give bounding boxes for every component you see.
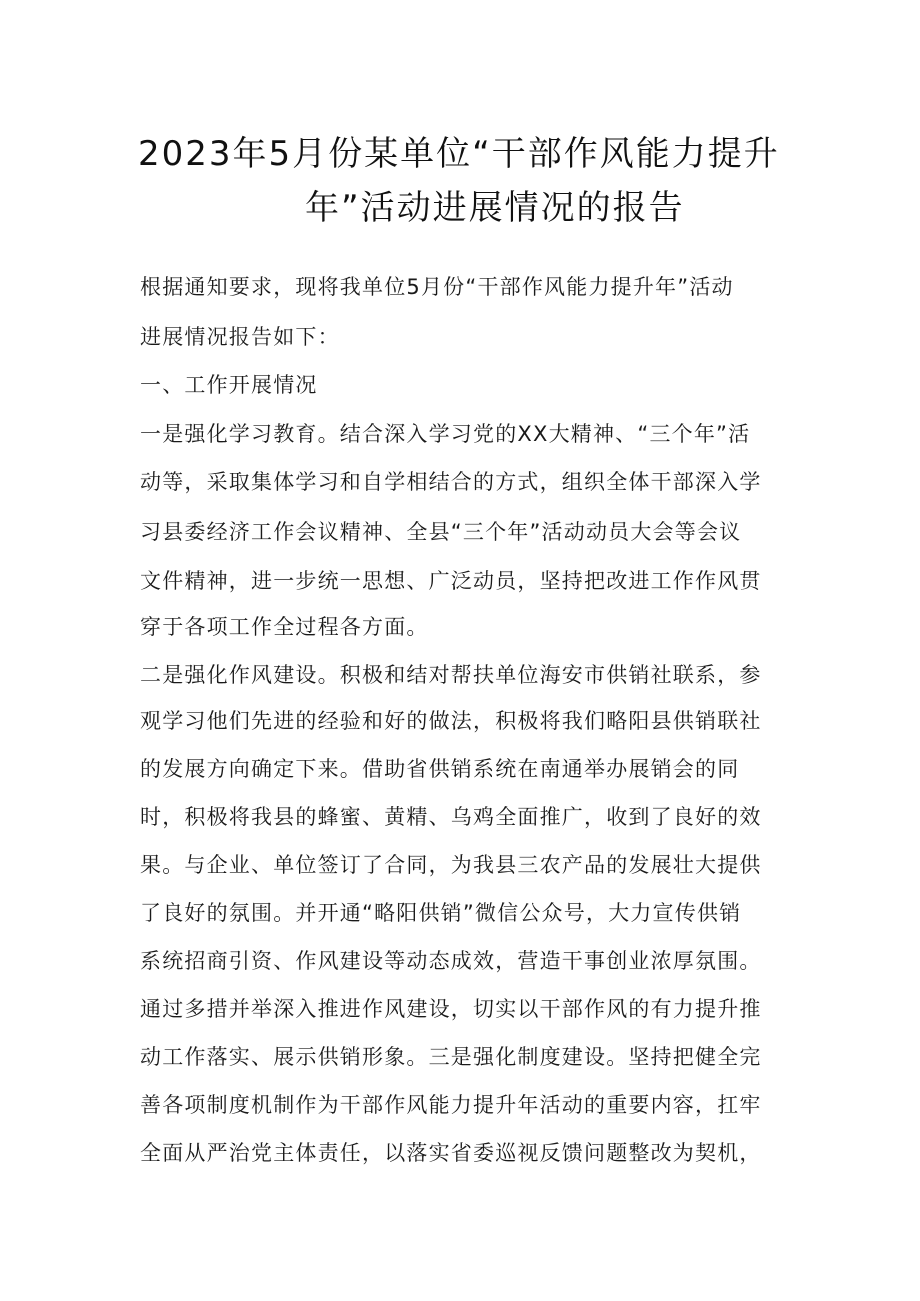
- body-line: 穿于各项工作全过程各方面。: [140, 615, 429, 639]
- body-line: 系统招商引资、作风建设等动态成效，营造干事创业浓厚氛围。: [140, 949, 762, 973]
- body-line: 通过多措并举深入推进作风建设，切实以干部作风的有力提升推: [140, 997, 762, 1021]
- body-line: 文件精神，进一步统一思想、广泛动员，坚持把改进工作作风贯: [140, 569, 762, 593]
- body-line: 动工作落实、展示供销形象。三是强化制度建设。坚持把健全完: [140, 1045, 762, 1069]
- body-line: 时，积极将我县的蜂蜜、黄精、乌鸡全面推广，收到了良好的效: [140, 805, 762, 829]
- body-line: 善各项制度机制作为干部作风能力提升年活动的重要内容，扛牢: [140, 1093, 762, 1117]
- body-line: 观学习他们先进的经验和好的做法，积极将我们略阳县供销联社: [140, 709, 762, 733]
- body-line: 动等，采取集体学习和自学相结合的方式，组织全体干部深入学: [140, 470, 762, 494]
- document-title-line-1: 2023年5月份某单位“干部作风能力提升: [138, 134, 780, 174]
- body-line: 全面从严治党主体责任，以落实省委巡视反馈问题整改为契机，: [140, 1141, 762, 1165]
- body-line: 习县委经济工作会议精神、全县“三个年”活动动员大会等会议: [140, 520, 742, 544]
- section-heading: 一、工作开展情况: [140, 373, 318, 397]
- body-line: 一是强化学习教育。结合深入学习党的XX大精神、“三个年”活: [140, 422, 751, 446]
- body-line: 二是强化作风建设。积极和结对帮扶单位海安市供销社联系，参: [140, 663, 762, 687]
- body-line: 的发展方向确定下来。借助省供销系统在南通举办展销会的同: [140, 757, 740, 781]
- body-line: 果。与企业、单位签订了合同，为我县三农产品的发展壮大提供: [140, 853, 762, 877]
- body-line: 了良好的氛围。并开通“略阳供销”微信公众号，大力宣传供销: [140, 901, 742, 925]
- document-title-line-2: 年”活动进展情况的报告: [305, 188, 685, 228]
- body-line: 进展情况报告如下：: [140, 325, 340, 349]
- body-line: 根据通知要求，现将我单位5月份“干部作风能力提升年”活动: [140, 275, 734, 299]
